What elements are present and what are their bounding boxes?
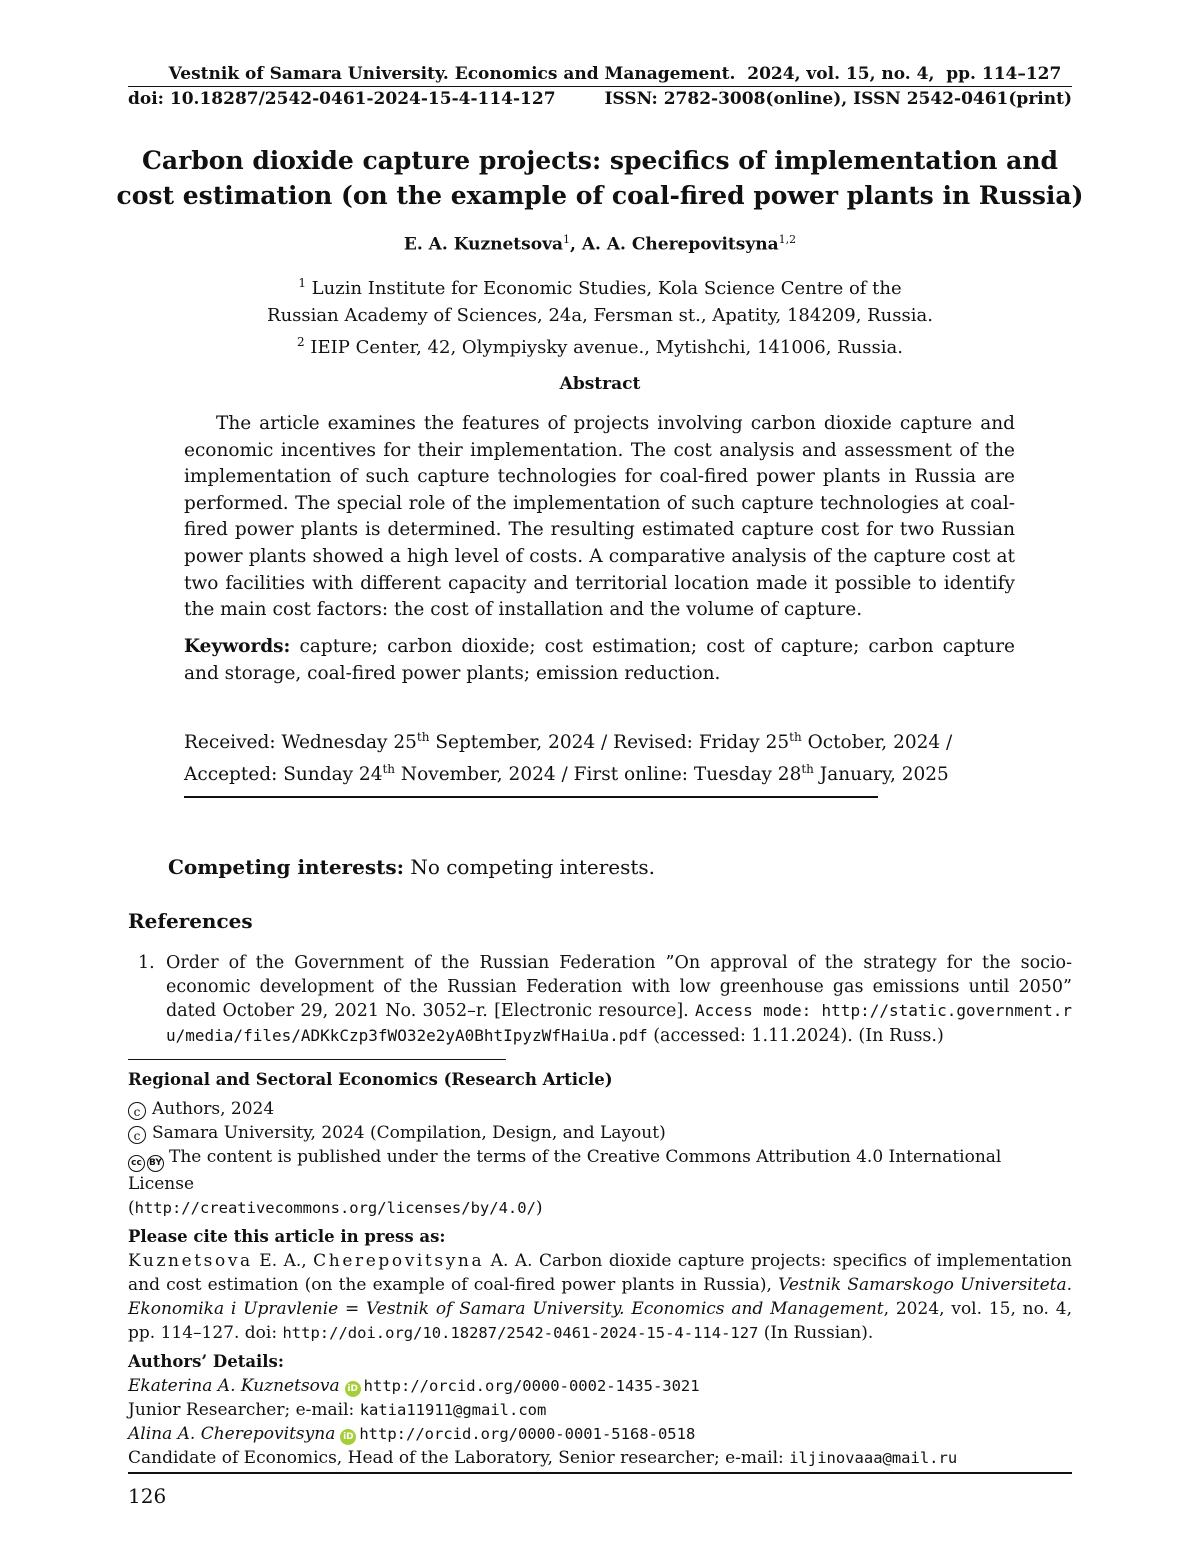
cite-title: A. A. Carbon dioxide capture projects: specifics of implementation and cost estimation (on the example of coal-fired power plants in Russia), bbox=[128, 1251, 1072, 1295]
affiliation-1-line-2: Russian Academy of Sciences, 24a, Fersman st., Apatity, 184209, Russia. bbox=[267, 305, 933, 326]
by-icon: BY bbox=[147, 1155, 164, 1172]
doi-line bbox=[128, 89, 1072, 109]
first-online-label: First online: bbox=[573, 764, 694, 786]
page-number: 126 bbox=[128, 1484, 167, 1508]
running-header bbox=[128, 64, 1072, 109]
revised-date-suffix: th bbox=[789, 730, 802, 744]
accepted-date-month: November, 2024 bbox=[395, 764, 556, 786]
cite-volume: , 2024, vol. 15, no. 4, pp. 114–127. doi: bbox=[128, 1299, 1072, 1343]
dates-line-1 bbox=[184, 724, 1015, 756]
affiliation-2-text: IEIP Center, 42, Olympiysky avenue., Mytishchi, 141006, Russia. bbox=[304, 337, 903, 358]
creative-commons-icon bbox=[128, 1155, 164, 1172]
affiliations bbox=[0, 270, 1200, 361]
journal-name: Vestnik of Samara University. Economics and Management. bbox=[168, 64, 736, 84]
author-2-details bbox=[128, 1422, 1072, 1446]
cite-language: (In Russian). bbox=[758, 1323, 874, 1343]
author-2-orcid-link[interactable]: http://orcid.org/0000-0001-5168-0518 bbox=[359, 1425, 696, 1443]
reference-access-link[interactable]: Access mode: http://static.government.ru/media/files/ADKkCzp3fWO32e2yA0BhtIpyzWfHaiUa.pdf bbox=[166, 1001, 1072, 1045]
cite-author-2: Cherepovitsyna bbox=[313, 1251, 485, 1271]
first-online-date-suffix: th bbox=[801, 762, 814, 777]
reference-accessed: (accessed: 1.11.2024). (In Russ.) bbox=[647, 1025, 944, 1046]
author-2-email[interactable]: iljinovaaa@mail.ru bbox=[789, 1449, 958, 1467]
license-text: The content is published under the terms of the Creative Commons Attribution 4.0 International License bbox=[128, 1147, 1002, 1194]
author-1-position-line bbox=[128, 1398, 1072, 1422]
doi-text: doi: 10.18287/2542-0461-2024-15-4-114-127 bbox=[128, 89, 556, 109]
competing-text: No competing interests. bbox=[403, 855, 656, 879]
license-url-line bbox=[128, 1196, 1072, 1220]
reference-text bbox=[166, 952, 1072, 1048]
revised-date-month: October, 2024 bbox=[801, 732, 941, 754]
affiliation-2 bbox=[0, 329, 1200, 361]
received-date-suffix: th bbox=[416, 730, 430, 744]
received-label: Received: bbox=[184, 732, 282, 754]
license-line bbox=[128, 1145, 1072, 1196]
journal-pages: pp. 114–127 bbox=[946, 64, 1062, 84]
paren: ) bbox=[535, 1198, 543, 1218]
copyright-university bbox=[128, 1121, 1072, 1145]
first-online-date-month: January, 2025 bbox=[813, 764, 949, 786]
copyright-authors-text: Authors, 2024 bbox=[152, 1099, 275, 1119]
reference-citation: Order of the Government of the Russian Federation ”On approval of the strategy for the socio-economic development of the Russian Federation with low greenhouse gas emissions until 2050” dated October 29, 2021 No. 3052–r. [Electronic resource]. bbox=[166, 953, 1072, 1021]
first-online-date: Tuesday 28 bbox=[693, 764, 802, 786]
author-2-position-line bbox=[128, 1446, 1072, 1470]
date-separator: / bbox=[595, 732, 614, 754]
article-section: Regional and Sectoral Economics (Research Article) bbox=[128, 1070, 613, 1089]
footnote-rule bbox=[128, 1059, 506, 1060]
copyright-university-text: Samara University, 2024 (Compilation, Design, and Layout) bbox=[152, 1123, 666, 1143]
license-url-link[interactable]: http://creativecommons.org/licenses/by/4.0/ bbox=[134, 1199, 536, 1217]
footnotes bbox=[128, 1068, 1072, 1470]
accepted-label: Accepted: bbox=[184, 764, 284, 786]
author-1-affil-mark: 1 bbox=[562, 233, 570, 246]
reference-number: 1. bbox=[138, 953, 155, 973]
keywords-label: Keywords: bbox=[184, 636, 291, 657]
author-1-email[interactable]: katia11911@gmail.com bbox=[359, 1401, 547, 1419]
reference-list bbox=[128, 952, 1072, 1048]
competing-interests bbox=[168, 855, 655, 879]
article-dates bbox=[184, 724, 1015, 788]
received-date-month: September, 2024 bbox=[429, 732, 596, 754]
author-2-position: Candidate of Economics, Head of the Laboratory, Senior researcher; e-mail: bbox=[128, 1448, 790, 1468]
author-2-affil-mark: 1,2 bbox=[778, 233, 797, 246]
accepted-date: Sunday 24 bbox=[283, 764, 383, 786]
orcid-icon: iD bbox=[345, 1381, 361, 1397]
keywords-text: capture; carbon dioxide; cost estimation; cost of capture; carbon capture and storage, coal-fired power plants; emission reduction. bbox=[184, 636, 1015, 684]
cite-author-1: Kuznetsova bbox=[128, 1251, 253, 1271]
keywords bbox=[184, 634, 1015, 687]
journal-line bbox=[128, 64, 1072, 84]
revised-label: Revised: bbox=[613, 732, 699, 754]
author-list bbox=[0, 233, 1200, 255]
date-separator: / bbox=[555, 764, 574, 786]
abstract-heading: Abstract bbox=[559, 374, 641, 394]
affiliation-1-mark: 1 bbox=[298, 276, 306, 290]
affiliation-2-mark: 2 bbox=[297, 335, 305, 349]
competing-label: Competing interests: bbox=[168, 855, 404, 879]
article-title bbox=[100, 143, 1100, 213]
affiliation-1-line-1: Luzin Institute for Economic Studies, Kola Science Centre of the bbox=[305, 278, 902, 299]
affiliation-1 bbox=[0, 270, 1200, 302]
author-1-name: Ekaterina A. Kuznetsova bbox=[128, 1376, 340, 1396]
copyright-authors bbox=[128, 1097, 1072, 1121]
cite-author-1-initials: E. A., bbox=[252, 1251, 314, 1271]
cite-doi-link[interactable]: http://doi.org/10.18287/2542-0461-2024-15-4-114-127 bbox=[282, 1324, 759, 1342]
author-separator: , bbox=[569, 234, 582, 255]
dates-line-2 bbox=[184, 756, 1015, 788]
author-1-orcid-link[interactable]: http://orcid.org/0000-0002-1435-3021 bbox=[363, 1377, 700, 1395]
dates-rule bbox=[184, 796, 878, 798]
accepted-date-suffix: th bbox=[382, 762, 396, 777]
cite-journal: Vestnik Samarskogo Universiteta. Ekonomika i Upravlenie = Vestnik of Samara University. Economics and Management bbox=[128, 1275, 1073, 1319]
title-line-1: Carbon dioxide capture projects: specifics of implementation and bbox=[142, 146, 1058, 175]
copyright-icon: c bbox=[128, 1102, 146, 1120]
author-1: E. A. Kuznetsova bbox=[403, 234, 563, 255]
references-heading: References bbox=[128, 909, 253, 933]
citation bbox=[128, 1249, 1072, 1345]
paren: ( bbox=[128, 1198, 135, 1218]
reference-item bbox=[128, 952, 1072, 1048]
header-rule bbox=[128, 86, 1072, 87]
author-2-name: Alina A. Cherepovitsyna bbox=[128, 1424, 336, 1444]
received-date: Wednesday 25 bbox=[281, 732, 417, 754]
copyright-icon: c bbox=[128, 1126, 146, 1144]
issn-text: ISSN: 2782-3008(online), ISSN 2542-0461(print) bbox=[604, 89, 1072, 109]
cc-icon: cc bbox=[128, 1155, 145, 1172]
author-1-details bbox=[128, 1374, 1072, 1398]
cite-heading: Please cite this article in press as: bbox=[128, 1227, 446, 1246]
author-1-position: Junior Researcher; e-mail: bbox=[128, 1400, 360, 1420]
abstract-text: The article examines the features of projects involving carbon dioxide capture and economic incentives for their implementation. The cost analysis and assessment of the implementation of such capture technologies for coal-fired power plants in Russia are performed. The special role of the implementation of such capture technologies at coal-fired power plants is determined. The resulting estimated capture cost for two Russian power plants showed a high level of costs. A comparative analysis of the capture cost at two facilities with different capacity and territorial location made it possible to identify the main cost factors: the cost of installation and the volume of capture. bbox=[184, 413, 1015, 621]
title-line-2: cost estimation (on the example of coal-fired power plants in Russia) bbox=[116, 181, 1084, 210]
journal-issue: 2024, vol. 15, no. 4, bbox=[747, 64, 935, 84]
orcid-icon: iD bbox=[340, 1429, 356, 1445]
date-separator: / bbox=[940, 732, 953, 754]
authors-details-heading: Authors’ Details: bbox=[128, 1352, 284, 1371]
revised-date: Friday 25 bbox=[698, 732, 790, 754]
author-2: A. A. Cherepovitsyna bbox=[581, 234, 779, 255]
footer-rule bbox=[128, 1472, 1072, 1474]
